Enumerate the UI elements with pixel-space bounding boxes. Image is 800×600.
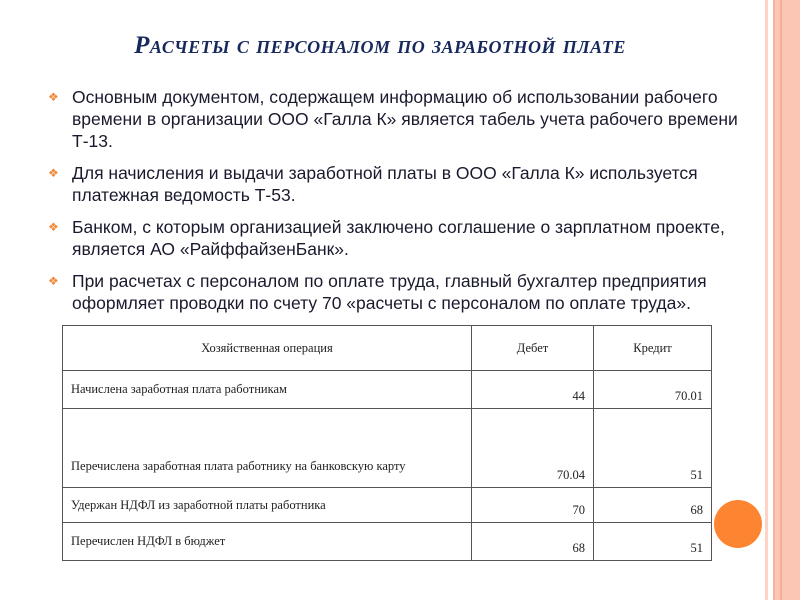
diamond-bullet-icon: ❖ [48,90,59,104]
operation-cell: Удержан НДФЛ из заработной платы работника [63,488,472,523]
bullet-item [48,86,768,152]
orange-circle-decor [714,500,762,548]
postings-table [62,325,712,561]
bullet-text: Банком, с которым организацией заключено соглашение о зарплатном проекте, является АО «РайффайзенБанк». [72,217,725,259]
diamond-bullet-icon: ❖ [48,220,59,234]
debit-cell: 70 [472,488,594,523]
column-header: Кредит [594,326,712,371]
bullet-text: Для начисления и выдачи заработной платы в ООО «Галла К» используется платежная ведомость Т-53. [72,163,698,205]
credit-cell: 51 [594,523,712,561]
table-row [63,409,712,488]
decor-band [773,0,800,600]
credit-cell: 68 [594,488,712,523]
slide-title: Расчеты с персоналом по заработной плате [134,32,626,59]
debit-cell: 70.04 [472,409,594,488]
table-row [63,488,712,523]
table-row [63,371,712,409]
operation-cell: Начислена заработная плата работникам [63,371,472,409]
operation-cell: Перечислена заработная плата работнику на банковскую карту [63,409,472,488]
operation-cell: Перечислен НДФЛ в бюджет [63,523,472,561]
bullet-item [48,270,768,314]
decor-band-line [780,0,782,600]
diamond-bullet-icon: ❖ [48,166,59,180]
bullet-text: При расчетах с персоналом по оплате труда, главный бухгалтер предприятия оформляет проводки по счету 70 «расчеты с персоналом по оплате труда». [72,271,707,313]
bullet-item [48,162,768,206]
bullet-text: Основным документом, содержащем информацию об использовании рабочего времени в организации ООО «Галла К» является табель учета рабочего времени Т-13. [72,87,738,151]
debit-cell: 68 [472,523,594,561]
table-row [63,523,712,561]
diamond-bullet-icon: ❖ [48,274,59,288]
table-header-row [63,326,712,371]
credit-cell: 51 [594,409,712,488]
bullet-list [48,86,768,324]
credit-cell: 70.01 [594,371,712,409]
bullet-item [48,216,768,260]
debit-cell: 44 [472,371,594,409]
column-header: Хозяйственная операция [63,326,472,371]
column-header: Дебет [472,326,594,371]
